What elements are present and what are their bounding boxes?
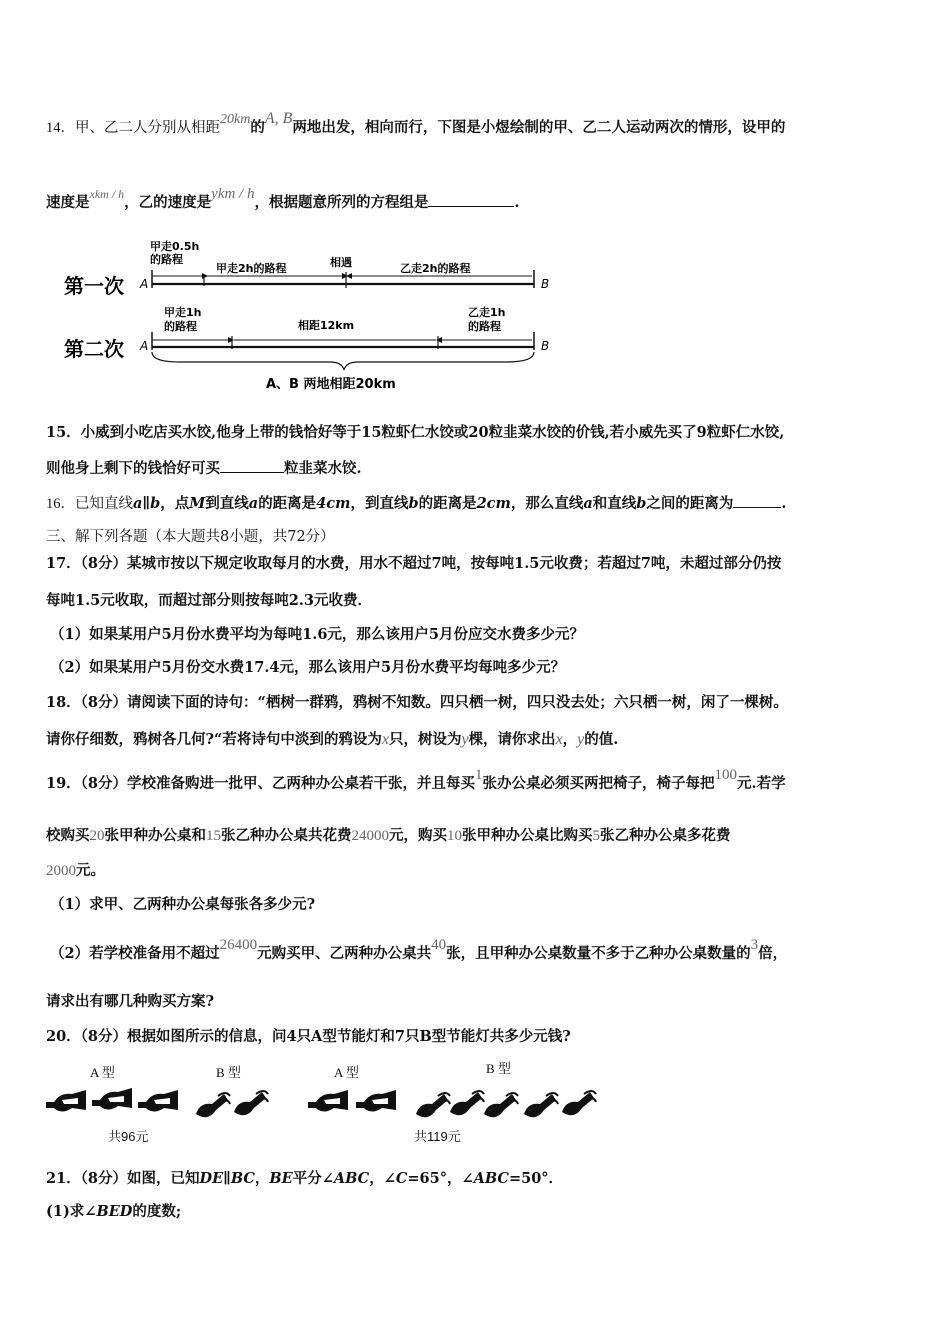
row2-point-a: A [140, 339, 149, 353]
q19-text: 19．（8分）学校准备购进一批甲、乙两种办公桌若干张，并且每买 [46, 775, 476, 792]
q21-parallel: DE∥BC [199, 1170, 255, 1187]
q19-sub2-line2: 请求出有哪几种购买方案? [46, 993, 214, 1010]
q19-number: 40 [431, 937, 447, 953]
q15-line2 [46, 457, 362, 478]
q19-line1 [46, 767, 786, 793]
q16-text: 的距离是 [258, 495, 317, 512]
q15-text: 15．小威到小吃店买水饺,他身上带的钱恰好等于15粒虾仁水饺或20粒韭菜水饺的价钱,若小威先买了9粒虾仁水饺, [46, 424, 785, 441]
q21-text: 的度数; [132, 1203, 182, 1220]
q18-var-x: x [381, 731, 389, 748]
group2-a-label: A 型 [334, 1065, 359, 1080]
yi-1h-label: 乙走1h [468, 306, 506, 319]
q16-text: 之间的距离为 [646, 495, 734, 512]
q18-text: 棵，请你求出 [468, 731, 556, 748]
q16-line-a: a [583, 495, 593, 512]
q15-line1 [46, 421, 784, 442]
q18-text: ， [562, 731, 578, 748]
group2-b-label: B 型 [486, 1061, 511, 1076]
q19-number: 2000 [46, 863, 76, 879]
q21-text: ，∠ [369, 1170, 396, 1187]
q16-text: ，那么直线 [510, 495, 584, 512]
q18-var-y: y [577, 731, 585, 748]
row1-point-a: A [140, 277, 149, 291]
q14-distance: 20km [220, 112, 251, 127]
q17-sub1: （1）如果某用户5月份水费平均为每吨1.6元，那么该用户5月份应交水费多少元？ [50, 626, 584, 643]
lamp-a-icon [46, 1090, 86, 1112]
jia-05h-label: 甲走0.5h [150, 240, 200, 253]
meet-label: 相遇 [330, 256, 352, 269]
q14-text: 的 [250, 119, 265, 136]
q19-number: 24000 [351, 828, 389, 844]
q19-text: 元。 [76, 862, 105, 879]
lamp-b-icon [524, 1093, 558, 1117]
q18-var-x: x [555, 731, 563, 748]
q18-text: 请你仔细数，鸦树各几何?“若将诗句中淡到的鸦设为 [46, 731, 382, 748]
q14-text: ，根据题意所列的方程组是 [254, 194, 429, 211]
group1-a-label: A 型 [90, 1065, 115, 1080]
q16-point-m: M [189, 495, 206, 512]
q19-text: （2）若学校准备用不超过 [50, 945, 220, 962]
q15-text: 则他身上剩下的钱恰好可买 [46, 460, 220, 477]
lamp-a-icon [138, 1090, 178, 1112]
group1-b-label: B 型 [216, 1065, 241, 1080]
q21-text: =50°． [508, 1170, 564, 1187]
q21-text: =65°，∠ [407, 1170, 474, 1187]
q16-line-b: b [636, 495, 647, 512]
group1-total: 共96元 [108, 1129, 149, 1144]
q19-number: 20 [89, 828, 105, 844]
q21-text: ， [254, 1170, 270, 1187]
yi-1h-label: 的路程 [468, 320, 501, 333]
q21-text: 平分∠ [292, 1170, 334, 1187]
q18-text: 的值. [584, 731, 619, 748]
q18-var-y: y [461, 731, 469, 748]
q21-text: (1)求∠ [46, 1203, 97, 1220]
q19-text: 张甲种办公桌和 [104, 827, 206, 844]
q17-sub2: （2）如果某用户5月份交水费17.4元，那么该用户5月份水费平均每吨多少元？ [50, 659, 566, 676]
q14-text: 速度是 [46, 194, 90, 211]
lamp-b-icon [196, 1093, 230, 1117]
q19-number: 3 [750, 937, 759, 953]
row1-label: 第一次 [64, 274, 124, 298]
q18-line1: 18．（8分）请阅读下面的诗句：“栖树一群鸦，鸦树不知数。四只栖一树，四只没去处；六只栖一树，闲了一棵树。 [46, 694, 788, 711]
lamp-b-icon [234, 1091, 268, 1115]
q21-line1 [46, 1167, 563, 1188]
q19-number: 15 [206, 828, 221, 844]
q14-text: 14．甲、乙二人分别从相距 [46, 120, 220, 136]
section-3-heading: 三、解下列各题（本大题共8小题，共72分） [46, 529, 335, 545]
lamp-b-icon [416, 1093, 450, 1117]
q15-text: 粒韭菜水饺. [284, 460, 362, 477]
q14-x-speed: xkm / h [89, 187, 125, 201]
q16-line-a: a [248, 495, 259, 512]
group2-total: 共119元 [414, 1129, 461, 1144]
lamp-figure [40, 1056, 620, 1146]
q19-text: 元.若学 [737, 775, 786, 792]
q14-line2 [46, 186, 520, 212]
q14-text: . [514, 194, 520, 211]
q19-text: 元，购买 [389, 827, 447, 844]
q16-text: 到直线 [205, 495, 249, 512]
distance-diagram [60, 236, 580, 396]
row2-point-b: B [541, 339, 550, 353]
q19-sub1: （1）求甲、乙两种办公桌每张各多少元? [50, 896, 316, 913]
q16-text: 的距离是 [418, 495, 477, 512]
q21-sub1 [46, 1200, 181, 1221]
lamp-a-icon [356, 1090, 396, 1112]
row1-point-b: B [541, 277, 550, 291]
q21-angle: BED [96, 1203, 133, 1220]
q14-text: ，乙的速度是 [124, 194, 212, 211]
q16-text: ，点 [160, 495, 190, 512]
q19-text: 校购买 [46, 827, 90, 844]
q19-line3 [46, 859, 105, 880]
q19-text: 倍， [758, 945, 788, 962]
jia-1h-label: 的路程 [164, 320, 197, 333]
q14-y-speed: ykm / h [211, 186, 255, 202]
lamp-a-icon [308, 1090, 348, 1112]
q19-text: 张乙种办公桌多花费 [600, 827, 731, 844]
q19-text: 张甲种办公桌比购买 [462, 827, 593, 844]
q16-text: 和直线 [592, 495, 637, 512]
q19-number: 26400 [219, 937, 258, 953]
lamp-b-icon [562, 1091, 596, 1115]
q19-line2 [46, 824, 731, 845]
q21-angle: C [395, 1170, 408, 1187]
q16-dist: 2cm [476, 495, 511, 512]
jia-05h-label: 的路程 [150, 253, 183, 266]
jia-1h-label: 甲走1h [164, 306, 202, 319]
yi-2h-label: 乙走2h的路程 [400, 262, 471, 275]
q19-number: 10 [447, 828, 462, 844]
q21-angle: ABC [473, 1170, 509, 1187]
total-label: A、B 两地相距20km [266, 377, 396, 392]
q19-text: 张乙种办公桌共花费 [221, 827, 352, 844]
lamp-a-icon [92, 1088, 132, 1110]
q18-line2 [46, 728, 618, 749]
q19-sub2-line1 [50, 937, 788, 963]
q16-text: ，到直线 [350, 495, 409, 512]
q14-line1 [46, 110, 786, 137]
q16-text: . [781, 495, 787, 512]
row2-label: 第二次 [64, 337, 124, 361]
q17-line1: 17．（8分）某城市按以下规定收取每月的水费，用水不超过7吨，按每吨1.5元收费；若超过7吨，未超过部分仍按 [46, 555, 782, 572]
q19-text: 元购买甲、乙两种办公桌共 [257, 945, 432, 962]
q21-text: 21．（8分）如图，已知 [46, 1170, 200, 1187]
q16-dist: 4cm [316, 495, 351, 512]
lamp-b-icon [484, 1093, 518, 1117]
answer-blank [428, 205, 514, 207]
answer-blank [220, 471, 284, 473]
q21-segment: BE [269, 1170, 293, 1187]
q19-text: 张办公桌必须买两把椅子，椅子每把 [482, 775, 715, 792]
q17-line2: 每吨1.5元收取，而超过部分则按每吨2.3元收费． [46, 592, 372, 609]
jia-2h-label: 甲走2h的路程 [216, 262, 287, 275]
q14-points: A, B [264, 110, 293, 127]
q16-line [46, 492, 786, 513]
q19-number: 1 [475, 767, 483, 783]
q16-parallel: a∥b [133, 495, 161, 512]
q14-text: 两地出发，相向而行，下图是小煜绘制的甲、乙二人运动两次的情形，设甲的 [292, 119, 786, 136]
q20-line: 20．（8分）根据如图所示的信息，问4只A型节能灯和7只B型节能灯共多少元钱? [46, 1028, 571, 1045]
q19-text: 张，且甲种办公桌数量不多于乙种办公桌数量的 [446, 945, 751, 962]
lamp-b-icon [450, 1091, 484, 1115]
answer-blank [733, 506, 781, 508]
q21-angle: ABC [333, 1170, 370, 1187]
q16-text: 16．已知直线 [46, 496, 133, 512]
q18-text: 只，树设为 [388, 731, 462, 748]
q19-number: 100 [714, 767, 738, 783]
gap-label: 相距12km [298, 319, 355, 332]
q16-line-b: b [408, 495, 419, 512]
q19-number: 5 [592, 828, 600, 844]
total-brace [152, 352, 534, 370]
